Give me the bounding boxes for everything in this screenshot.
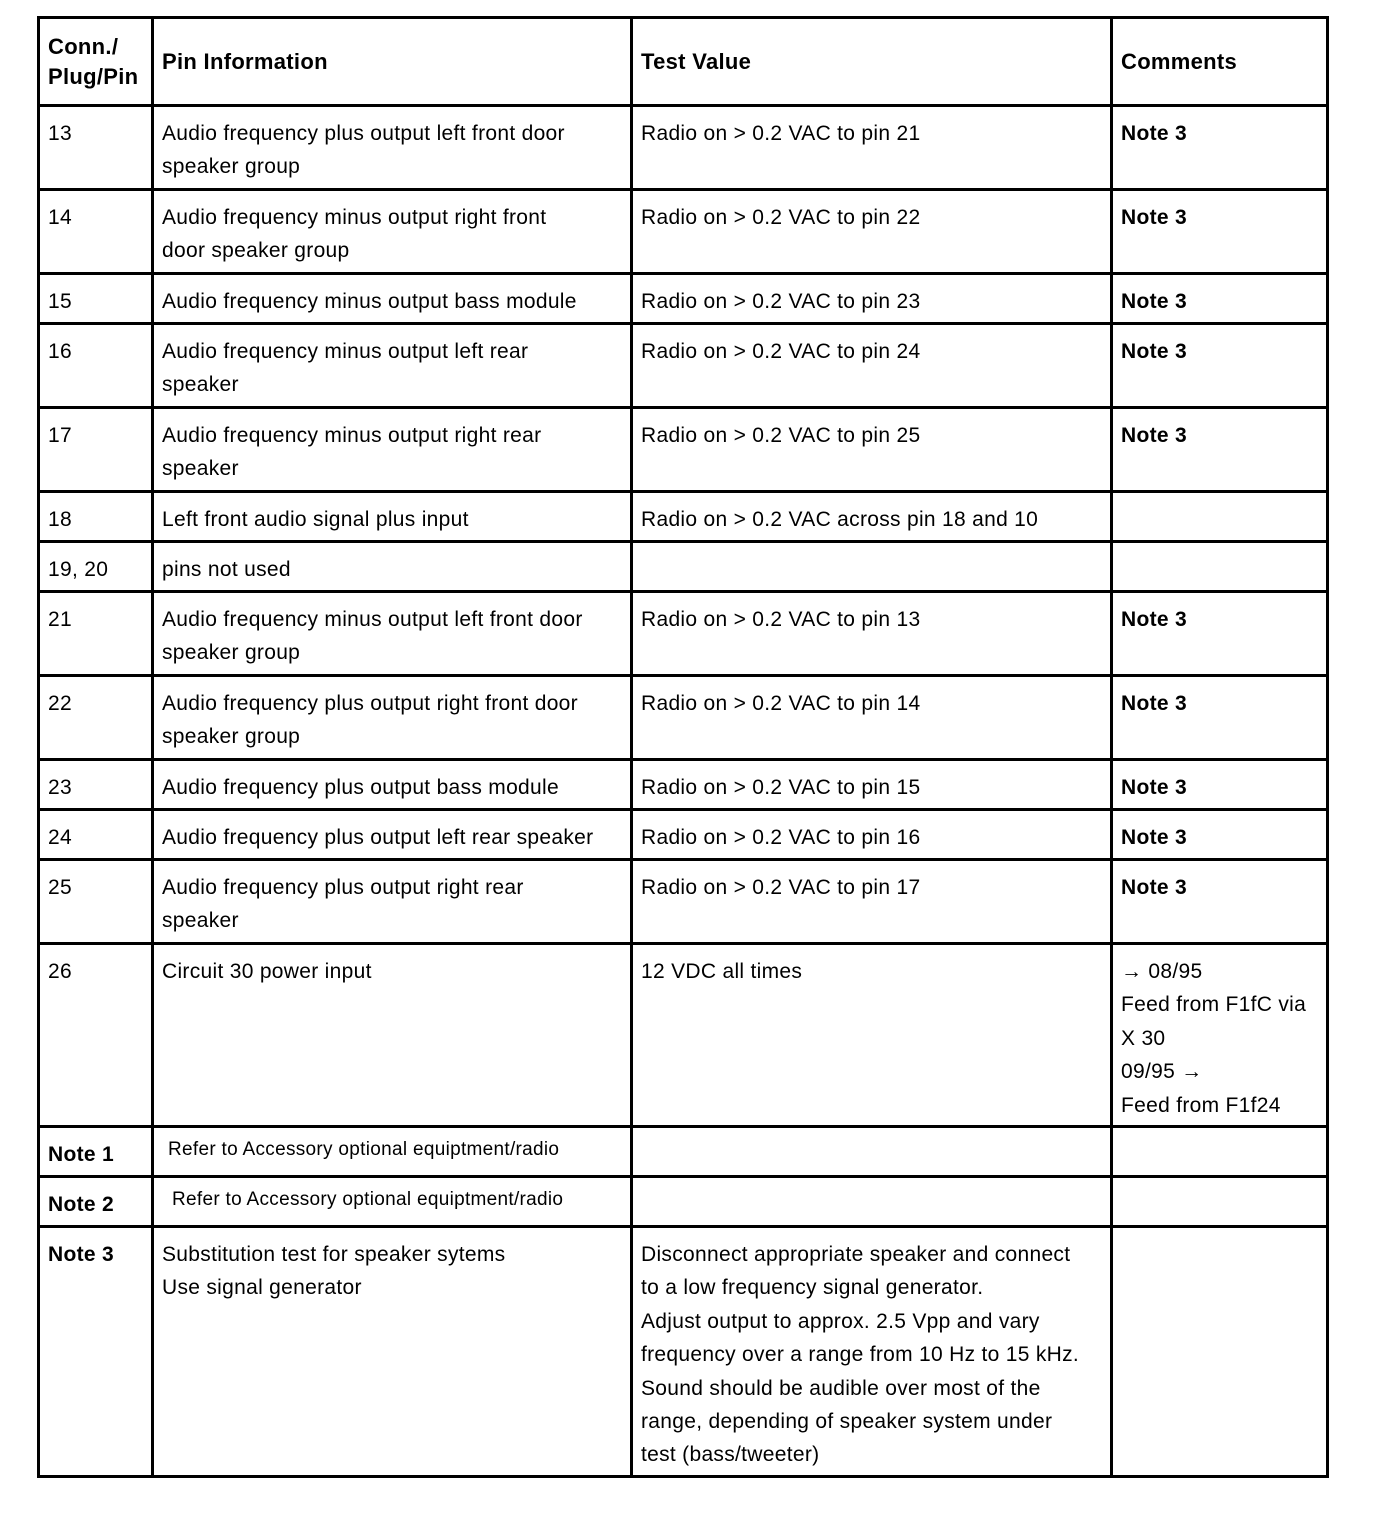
pin-cell: 24 (39, 810, 153, 860)
comment-cell: Note 3 (1112, 274, 1328, 324)
table-row (39, 676, 1328, 760)
test-value-cell: Radio on > 0.2 VAC to pin 23 (632, 274, 1112, 324)
comment-cell: Note 3 (1112, 760, 1328, 810)
header-conn-plug-pin: Conn./ Plug/Pin (39, 18, 153, 106)
pin-cell: 15 (39, 274, 153, 324)
test-value-cell: Radio on > 0.2 VAC to pin 14 (632, 676, 1112, 760)
info-cell: Audio frequency plus output bass module (153, 760, 632, 810)
header-comments: Comments (1112, 18, 1328, 106)
test-value-cell: Radio on > 0.2 VAC to pin 22 (632, 190, 1112, 274)
header-pin-information: Pin Information (153, 18, 632, 106)
comment-cell: Note 3 (1112, 324, 1328, 408)
table-row (39, 324, 1328, 408)
test-value-cell: Radio on > 0.2 VAC to pin 15 (632, 760, 1112, 810)
pin-cell: 17 (39, 408, 153, 492)
pin-cell: 18 (39, 492, 153, 542)
table-row (39, 190, 1328, 274)
note-row (39, 1177, 1328, 1227)
pin-cell: 21 (39, 592, 153, 676)
pin-cell: 23 (39, 760, 153, 810)
table-row (39, 492, 1328, 542)
comment-cell: Note 3 (1112, 592, 1328, 676)
info-cell: Audio frequency plus output left front door speaker group (153, 106, 632, 190)
table-row (39, 860, 1328, 944)
test-value-cell: Radio on > 0.2 VAC to pin 25 (632, 408, 1112, 492)
info-cell: Audio frequency minus output right front door speaker group (153, 190, 632, 274)
table-row (39, 106, 1328, 190)
pin-cell: 19, 20 (39, 542, 153, 592)
note-info-cell: Refer to Accessory optional equiptment/radio (153, 1177, 632, 1227)
comment-cell: Note 3 (1112, 408, 1328, 492)
note-comment-cell (1112, 1177, 1328, 1227)
info-cell: Left front audio signal plus input (153, 492, 632, 542)
note-label: Note 1 (39, 1127, 153, 1177)
comment-cell: Note 3 (1112, 810, 1328, 860)
comment-cell: Note 3 (1112, 676, 1328, 760)
note-label: Note 2 (39, 1177, 153, 1227)
note-info-cell: Refer to Accessory optional equiptment/radio (153, 1127, 632, 1177)
note-row (39, 1227, 1328, 1477)
note-comment-cell (1112, 1127, 1328, 1177)
pin-cell: 25 (39, 860, 153, 944)
note-test-value-cell (632, 1127, 1112, 1177)
info-cell: Audio frequency plus output right rear speaker (153, 860, 632, 944)
note-info-cell: Substitution test for speaker sytems Use signal generator (153, 1227, 632, 1477)
info-cell: Audio frequency minus output left front door speaker group (153, 592, 632, 676)
pin-cell: 16 (39, 324, 153, 408)
info-cell: Audio frequency minus output left rear speaker (153, 324, 632, 408)
comment-cell: → 08/95 Feed from F1fC via X 30 09/95 → Feed from F1f24 (1112, 944, 1328, 1127)
note-row (39, 1127, 1328, 1177)
table-row (39, 408, 1328, 492)
test-value-cell: Radio on > 0.2 VAC to pin 13 (632, 592, 1112, 676)
table-row (39, 274, 1328, 324)
header-row (39, 18, 1328, 106)
note-comment-cell (1112, 1227, 1328, 1477)
comment-cell (1112, 492, 1328, 542)
comment-cell: Note 3 (1112, 106, 1328, 190)
pin-cell: 26 (39, 944, 153, 1127)
test-value-cell: 12 VDC all times (632, 944, 1112, 1127)
info-cell: pins not used (153, 542, 632, 592)
info-cell: Audio frequency plus output left rear speaker (153, 810, 632, 860)
test-value-cell: Radio on > 0.2 VAC to pin 21 (632, 106, 1112, 190)
note-test-value-cell: Disconnect appropriate speaker and connect to a low frequency signal generator. Adjust output to approx. 2.5 Vpp and vary frequency over a range from 10 Hz to 15 kHz. Sound should be audible over most of the range, depending of speaker system under test (bass/tweeter) (632, 1227, 1112, 1477)
test-value-cell: Radio on > 0.2 VAC across pin 18 and 10 (632, 492, 1112, 542)
pin-cell: 14 (39, 190, 153, 274)
info-cell: Audio frequency minus output right rear speaker (153, 408, 632, 492)
comment-cell (1112, 542, 1328, 592)
table-row (39, 760, 1328, 810)
comment-cell: Note 3 (1112, 860, 1328, 944)
pin-cell: 22 (39, 676, 153, 760)
header-test-value: Test Value (632, 18, 1112, 106)
info-cell: Audio frequency plus output right front door speaker group (153, 676, 632, 760)
table-row (39, 944, 1328, 1127)
note-test-value-cell (632, 1177, 1112, 1227)
info-cell: Circuit 30 power input (153, 944, 632, 1127)
note-label: Note 3 (39, 1227, 153, 1477)
pin-information-table (37, 16, 1329, 1478)
test-value-cell: Radio on > 0.2 VAC to pin 24 (632, 324, 1112, 408)
table-row (39, 592, 1328, 676)
pin-cell: 13 (39, 106, 153, 190)
info-cell: Audio frequency minus output bass module (153, 274, 632, 324)
test-value-cell: Radio on > 0.2 VAC to pin 16 (632, 810, 1112, 860)
test-value-cell (632, 542, 1112, 592)
test-value-cell: Radio on > 0.2 VAC to pin 17 (632, 860, 1112, 944)
comment-cell: Note 3 (1112, 190, 1328, 274)
table-row (39, 810, 1328, 860)
table-row (39, 542, 1328, 592)
